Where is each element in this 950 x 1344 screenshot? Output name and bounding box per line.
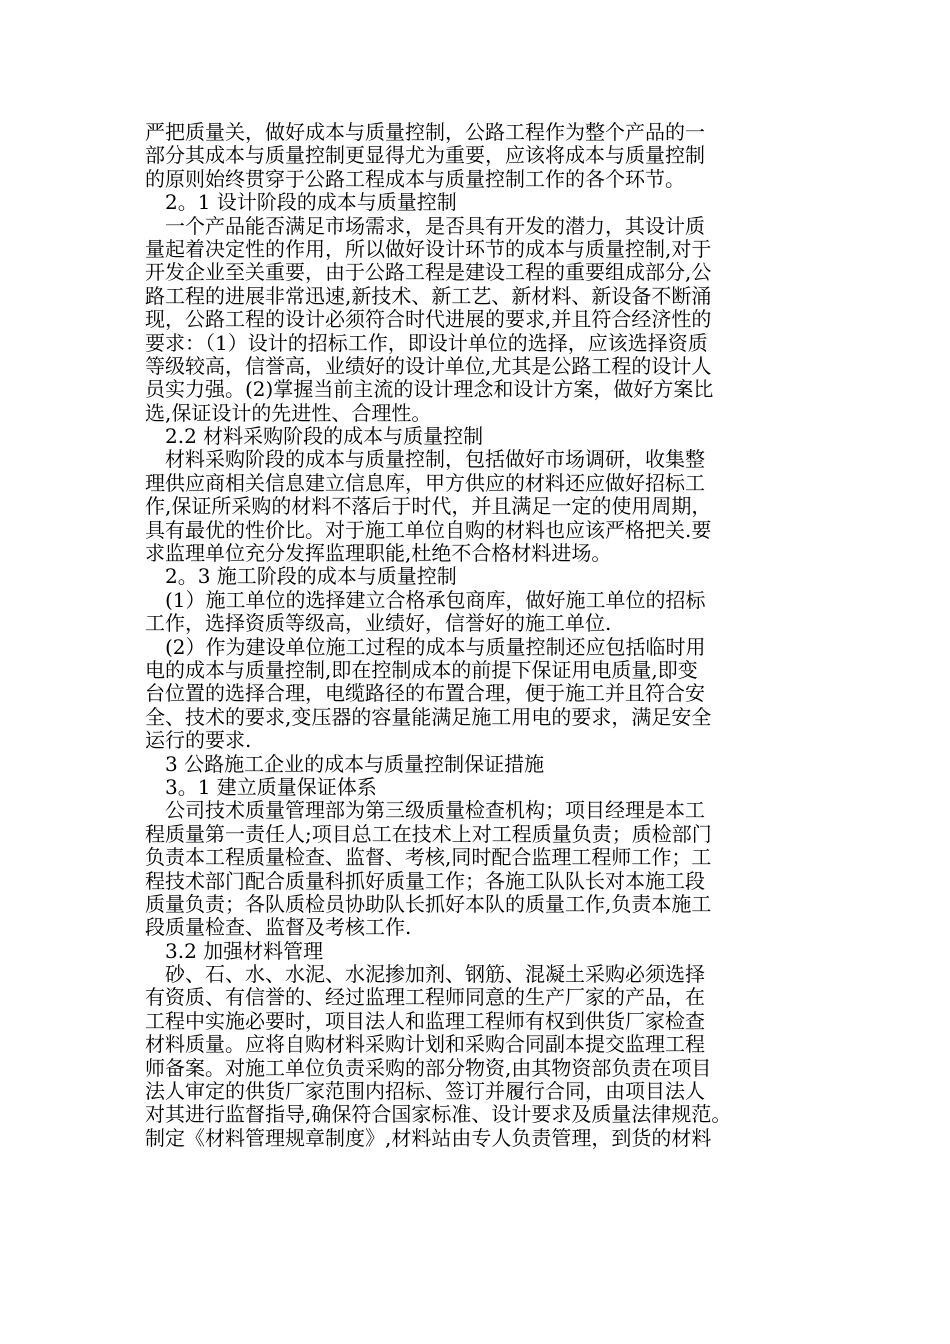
text-line: 公司技术质量管理部为第三级质量检查机构；项目经理是本工: [145, 798, 705, 823]
text-line: 具有最优的性价比。对于施工单位自购的材料也应该严格把关.要: [145, 517, 712, 542]
text-line: 制定《材料管理规章制度》,材料站由专人负责管理，到货的材料: [145, 1125, 712, 1150]
text-line: 开发企业至关重要，由于公路工程是建设工程的重要组成部分,公: [145, 260, 712, 285]
text-line: 一个产品能否满足市场需求，是否具有开发的潜力，其设计质: [145, 213, 705, 238]
text-line: 对其进行监督指导,确保符合国家标准、设计要求及质量法律规范。: [145, 1102, 732, 1127]
document-body: [145, 121, 805, 1150]
text-line: 材料质量。应将自购材料采购计划和采购合同副本提交监理工程: [145, 1032, 705, 1057]
text-line: 砂、石、水、水泥、水泥掺加剂、钢筋、混凝土采购必须选择: [145, 962, 705, 987]
text-line: 工作，选择资质等级高，业绩好，信誉好的施工单位.: [145, 611, 612, 636]
text-line: 作,保证所采购的材料不落后于时代，并且满足一定的使用周期，: [145, 494, 712, 519]
text-line: 电的成本与质量控制,即在控制成本的前提下保证用电质量,即变: [145, 657, 698, 682]
text-line: 师备案。对施工单位负责采购的部分物资,由其物资部负责在项目: [145, 1055, 712, 1080]
text-line: 量起着决定性的作用，所以做好设计环节的成本与质量控制,对于: [145, 236, 712, 261]
text-line: 运行的要求.: [145, 728, 252, 753]
text-line: 现，公路工程的设计必须符合时代进展的要求,并且符合经济性的: [145, 307, 712, 332]
text-line: 段质量检查、监督及考核工作.: [145, 915, 412, 940]
text-line: 3 公路施工企业的成本与质量控制保证措施: [145, 751, 545, 776]
text-line: 3。1 建立质量保证体系: [145, 774, 377, 799]
text-line: 要求：（1）设计的招标工作，即设计单位的选择，应该选择资质: [145, 330, 708, 355]
text-line: 程技术部门配合质量科抓好质量工作；各施工队队长对本施工段: [145, 868, 705, 893]
text-line: 选,保证设计的先进性、合理性。: [145, 400, 432, 425]
text-line: 的原则始终贯穿于公路工程成本与质量控制工作的各个环节。: [145, 166, 685, 191]
text-line: 材料采购阶段的成本与质量控制，包括做好市场调研，收集整: [145, 447, 705, 472]
text-line: 员实力强。(2)掌握当前主流的设计理念和设计方案，做好方案比: [145, 377, 714, 402]
text-line: 台位置的选择合理，电缆路径的布置合理，便于施工并且符合安: [145, 681, 705, 706]
text-line: (1）施工单位的选择建立合格承包商库，做好施工单位的招标: [145, 587, 706, 612]
text-line: (2）作为建设单位施工过程的成本与质量控制还应包括临时用: [145, 634, 706, 659]
text-line: 全、技术的要求,变压器的容量能满足施工用电的要求，满足安全: [145, 704, 712, 729]
text-line: 负责本工程质量检查、监督、考核,同时配合监理工程师工作；工: [145, 845, 712, 870]
text-line: 2。1 设计阶段的成本与质量控制: [145, 190, 457, 215]
text-line: 部分其成本与质量控制更显得尤为重要，应该将成本与质量控制: [145, 143, 705, 168]
text-line: 工程中实施必要时，项目法人和监理工程师有权到供货厂家检查: [145, 1008, 705, 1033]
text-line: 等级较高，信誉高，业绩好的设计单位,尤其是公路工程的设计人: [145, 353, 712, 378]
text-line: 法人审定的供货厂家范围内招标、签订并履行合同，由项目法人: [145, 1079, 705, 1104]
text-line: 2.2 材料采购阶段的成本与质量控制: [145, 424, 484, 449]
text-line: 3.2 加强材料管理: [145, 938, 324, 963]
text-line: 质量负责；各队质检员协助队长抓好本队的质量工作,负责本施工: [145, 891, 712, 916]
text-line: 严把质量关，做好成本与质量控制，公路工程作为整个产品的一: [145, 120, 705, 144]
text-line: 程质量第一责任人;项目总工在技术上对工程质量负责；质检部门: [145, 821, 712, 846]
text-line: 求监理单位充分发挥监理职能,杜绝不合格材料进场。: [145, 541, 612, 566]
text-line: 路工程的进展非常迅速,新技术、新工艺、新材料、新设备不断涌: [145, 283, 712, 308]
text-line: 2。3 施工阶段的成本与质量控制: [145, 564, 457, 589]
text-line: 有资质、有信誉的、经过监理工程师同意的生产厂家的产品，在: [145, 985, 705, 1010]
text-line: 理供应商相关信息建立信息库，甲方供应的材料还应做好招标工: [145, 470, 705, 495]
